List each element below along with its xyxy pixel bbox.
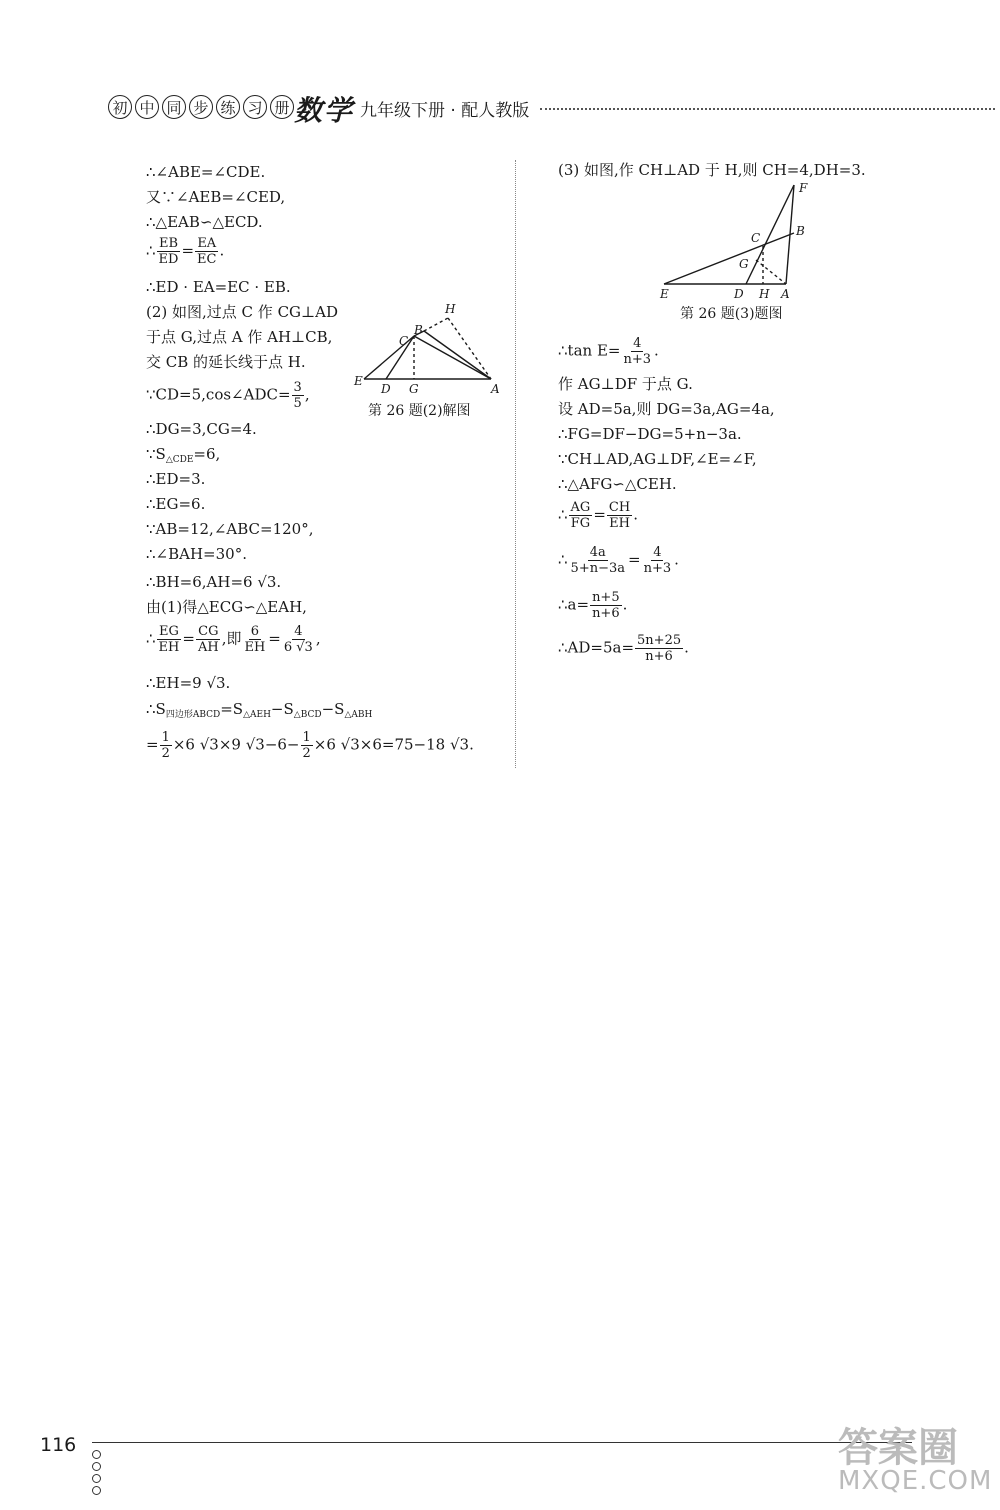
- solution-line: $\therefore S_{四边形ABCD}=S_{\triangle AEH}-S_{\triangle BCD}-S_{\triangle ABH}$: [146, 700, 373, 720]
- segment-bh: [424, 318, 448, 331]
- footer-dots-decoration: [92, 1447, 104, 1498]
- solution-line: 又∵∠AEB=∠CED,: [146, 188, 286, 206]
- solution-line: 由(1)得△ECG∽△EAH,: [146, 598, 307, 616]
- label-e: E: [354, 374, 363, 388]
- fraction: $\frac{4}{6 √3}$: [283, 624, 313, 655]
- label-c: C: [399, 334, 409, 348]
- fraction: $\frac{4a}{5+n-3a}$: [570, 545, 625, 576]
- label-a: A: [491, 382, 500, 396]
- fraction: $\frac{3}{5}$: [293, 380, 302, 411]
- fraction: $\frac{4}{n+3}$: [643, 545, 672, 576]
- segment-ca: [414, 336, 491, 379]
- solution-line: ∵AB=12,∠ABC=120°,: [146, 520, 314, 538]
- solution-line: = $\frac{1}{2}$ ×6 √3×9 √3−6− $\frac{1}{2}$ ×6 √3×6=75−18 √3.: [146, 730, 474, 761]
- solution-line: 于点 G,过点 A 作 AH⊥CB,: [146, 328, 333, 346]
- grade-edition: 九年级下册 · 配人教版: [360, 101, 530, 121]
- solution-line: ∴ $\frac{4a}{5+n-3a}$ = $\frac{4}{n+3}$ .: [558, 545, 679, 576]
- series-char: 习: [243, 95, 267, 119]
- solution-line: ∴EG=6.: [146, 495, 206, 513]
- book-series-title: [108, 95, 294, 119]
- solution-line: ∴AD=5a= $\frac{5n+25}{n+6}$ .: [558, 633, 689, 664]
- figure-26-3: [650, 180, 820, 304]
- solution-line: (2) 如图,过点 C 作 CG⊥AD: [146, 303, 338, 321]
- fraction: $\frac{1}{2}$: [302, 730, 311, 761]
- solution-line: ∴EH=9 √3.: [146, 674, 231, 692]
- footer-rule: [92, 1442, 912, 1443]
- fraction: $\frac{5n+25}{n+6}$: [637, 633, 682, 664]
- solution-line: ∴ $\frac{EB}{ED}$ = $\frac{EA}{EC}$ .: [146, 236, 225, 267]
- subject-title: 数学: [294, 94, 355, 127]
- figure-caption: 第 26 题(2)解图: [368, 403, 471, 419]
- fraction: $\frac{n+5}{n+6}$: [592, 590, 620, 621]
- figure-caption: 第 26 题(3)题图: [680, 306, 783, 322]
- circle-icon: [92, 1450, 101, 1459]
- header-dotted-rule: [540, 108, 995, 110]
- solution-line: ∵CD=5,cos∠ADC= $\frac{3}{5}$ ,: [146, 380, 310, 411]
- label-b: B: [414, 323, 423, 337]
- label-b: B: [796, 224, 805, 238]
- solution-line: ∴a= $\frac{n+5}{n+6}$ .: [558, 590, 628, 621]
- fraction: $\frac{CG}{AH}$: [197, 624, 219, 655]
- solution-line: ∵CH⊥AD,AG⊥DF,∠E=∠F,: [558, 450, 757, 468]
- segment-ga: [756, 260, 786, 284]
- label-g: G: [409, 382, 419, 396]
- circle-icon: [92, 1486, 101, 1495]
- series-char: 步: [189, 95, 213, 119]
- solution-line: 设 AD=5a,则 DG=3a,AG=4a,: [558, 400, 775, 418]
- solution-line: (3) 如图,作 CH⊥AD 于 H,则 CH=4,DH=3.: [558, 161, 866, 179]
- series-char: 同: [162, 95, 186, 119]
- circle-icon: [92, 1462, 101, 1471]
- label-c: C: [751, 231, 761, 245]
- series-char: 练: [216, 95, 240, 119]
- circle-icon: [92, 1474, 101, 1483]
- segment-eb: [664, 233, 794, 284]
- solution-line: ∴DG=3,CG=4.: [146, 420, 257, 438]
- label-d: D: [734, 287, 744, 301]
- label-e: E: [660, 287, 669, 301]
- fraction: $\frac{CH}{EH}$: [608, 500, 631, 531]
- figure-26-2: [350, 298, 510, 398]
- fraction: $\frac{EB}{ED}$: [158, 236, 179, 267]
- watermark-url: MXQE.COM: [838, 1466, 993, 1496]
- solution-line: $\because S_{\triangle CDE}=6$,: [146, 445, 221, 465]
- solution-line: ∴∠ABE=∠CDE.: [146, 163, 266, 181]
- page-number: 116: [40, 1434, 77, 1456]
- solution-line: ∴tan E= $\frac{4}{n+3}$ .: [558, 336, 659, 367]
- solution-line: ∴FG=DF−DG=5+n−3a.: [558, 425, 742, 443]
- fraction: $\frac{EA}{EC}$: [197, 236, 217, 267]
- solution-line: ∴ED · EA=EC · EB.: [146, 278, 291, 296]
- label-d: D: [381, 382, 391, 396]
- solution-line: ∴ $\frac{AG}{FG}$ = $\frac{CH}{EH}$ .: [558, 500, 638, 531]
- fraction: $\frac{6}{EH}$: [244, 624, 266, 655]
- segment-ba: [424, 331, 491, 379]
- solution-line: 交 CB 的延长线于点 H.: [146, 353, 306, 371]
- label-f: F: [799, 181, 808, 195]
- solution-line: ∴ $\frac{EG}{EH}$ = $\frac{CG}{AH}$ ,即 $\frac{6}{EH}$ = $\frac{4}{6 √3}$ ,: [146, 624, 321, 655]
- column-divider: [515, 160, 516, 768]
- label-g: G: [739, 257, 749, 271]
- label-a: A: [781, 287, 790, 301]
- label-h: H: [445, 302, 456, 316]
- fraction: $\frac{EG}{EH}$: [158, 624, 180, 655]
- label-h: H: [759, 287, 770, 301]
- fraction: $\frac{AG}{FG}$: [570, 500, 591, 531]
- solution-line: ∴ED=3.: [146, 470, 206, 488]
- solution-line: ∴△EAB∽△ECD.: [146, 213, 263, 231]
- solution-line: ∴△AFG∽△CEH.: [558, 475, 677, 493]
- fraction: $\frac{4}{n+3}$: [623, 336, 652, 367]
- series-char: 中: [135, 95, 159, 119]
- fraction: $\frac{1}{2}$: [161, 730, 170, 761]
- series-char: 初: [108, 95, 132, 119]
- series-char: 册: [270, 95, 294, 119]
- watermark-logo: 答案圈: [838, 1425, 958, 1471]
- solution-line: 作 AG⊥DF 于点 G.: [558, 375, 693, 393]
- solution-line: ∴BH=6,AH=6 √3.: [146, 573, 282, 591]
- segment-ha: [448, 318, 491, 379]
- solution-line: ∴∠BAH=30°.: [146, 545, 247, 563]
- page-header: [108, 93, 1000, 127]
